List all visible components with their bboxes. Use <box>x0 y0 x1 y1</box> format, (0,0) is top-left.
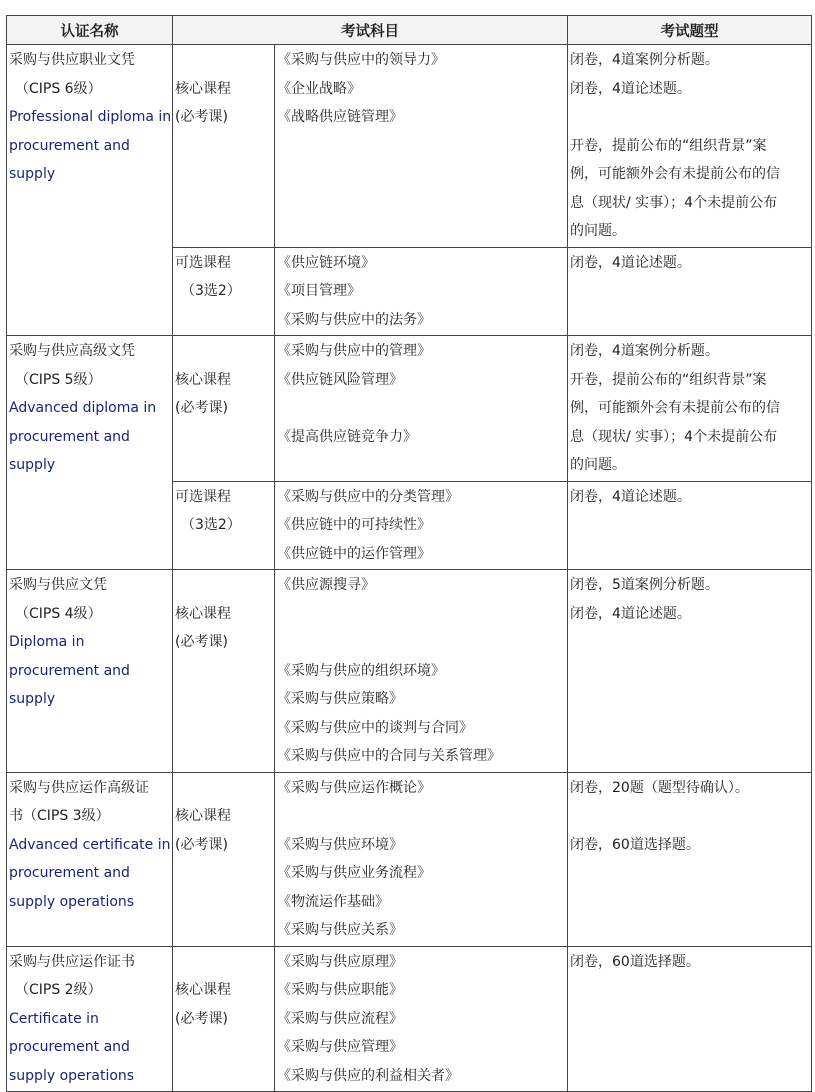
course-type-line: 可选课程 <box>175 254 231 271</box>
cert-name-line: （CIPS 4级） <box>15 605 102 622</box>
exam-subject-line: 《供应链环境》 <box>277 254 375 271</box>
exam-subject-line: 《采购与供应中的领导力》 <box>277 52 445 68</box>
exam-format-line: 闭卷，20题（题型待确认）。 <box>570 779 749 796</box>
cert-name-line: （CIPS 5级） <box>15 371 102 388</box>
spacer <box>175 46 273 75</box>
exam-subject-line <box>277 451 566 480</box>
exam-format-line <box>570 1062 810 1091</box>
exam-format-cell <box>568 946 812 1092</box>
exam-format-line <box>570 277 810 306</box>
exam-subject-line <box>277 189 566 218</box>
exam-subject-line: 《采购与供应中的分类管理》 <box>277 488 459 505</box>
cert-name-line: Professional diploma in <box>9 109 172 125</box>
cert-name-line: 书（CIPS 3级） <box>9 808 110 824</box>
exam-subject-line: 《采购与供应的组织环境》 <box>277 662 445 679</box>
exam-format-line: 息（现状/ 实事）；4个未提前公布 <box>570 428 778 445</box>
exam-format-line <box>570 802 810 831</box>
table-row <box>7 946 812 1092</box>
cert-name-line: 采购与供应高级文凭 <box>9 343 135 359</box>
exam-format-cell <box>568 570 812 773</box>
exam-format-line: 的问题。 <box>570 223 626 239</box>
exam-subjects-cell <box>275 247 568 336</box>
exam-format-line: 的问题。 <box>570 457 626 473</box>
exam-subjects-cell <box>275 570 568 773</box>
exam-subject-line: 《采购与供应关系》 <box>277 922 403 938</box>
exam-subject-line: 《供应链风险管理》 <box>277 371 403 388</box>
exam-subject-line <box>277 600 566 629</box>
spacer <box>175 948 273 977</box>
cert-name-cell <box>7 772 173 946</box>
exam-subject-line: 《采购与供应的利益相关者》 <box>277 1067 459 1084</box>
exam-subject-line: 《供应链中的运作管理》 <box>277 545 431 562</box>
exam-format-line: 开卷，提前公布的“组织背景”案 <box>570 137 767 154</box>
exam-subject-line: 《采购与供应环境》 <box>277 836 403 853</box>
course-type-line: 核心课程 <box>175 982 231 998</box>
exam-subject-line: 《供应源搜寻》 <box>277 577 375 593</box>
exam-subjects-cell <box>275 336 568 482</box>
course-type-cell <box>173 772 275 946</box>
exam-subject-line: 《供应链中的可持续性》 <box>277 517 431 533</box>
header-cert-name: 认证名称 <box>7 16 173 45</box>
exam-subjects-cell <box>275 481 568 570</box>
exam-subject-line: 《采购与供应策略》 <box>277 691 403 707</box>
exam-format-line: 闭卷，4道论述题。 <box>570 488 691 505</box>
exam-subject-line: 《采购与供应中的谈判与合同》 <box>277 719 473 736</box>
exam-subject-line: 《采购与供应职能》 <box>277 982 403 998</box>
exam-subject-line: 《采购与供应中的法务》 <box>277 311 431 328</box>
course-type-line: (必考课) <box>175 634 228 650</box>
cert-name-cell <box>7 946 173 1092</box>
course-type-line: (必考课) <box>175 836 228 853</box>
spacer <box>175 774 273 803</box>
exam-format-line <box>570 1033 810 1062</box>
course-type-line: 核心课程 <box>175 605 231 622</box>
exam-subject-line: 《提高供应链竞争力》 <box>277 428 417 445</box>
course-type-line: 可选课程 <box>175 488 231 505</box>
header-exam-format: 考试题型 <box>568 16 812 45</box>
spacer <box>175 571 273 600</box>
cert-name-line: supply <box>9 166 56 182</box>
course-type-line: (必考课) <box>175 400 228 416</box>
exam-format-cell <box>568 45 812 248</box>
exam-format-line <box>570 1005 810 1034</box>
exam-subject-line: 《物流运作基础》 <box>277 893 389 910</box>
cert-name-line: procurement and <box>9 662 130 679</box>
course-type-cell <box>173 481 275 570</box>
table-row <box>7 772 812 946</box>
cert-name-line: Advanced certificate in <box>9 836 171 853</box>
exam-format-line <box>570 859 810 888</box>
cert-name-line: 采购与供应运作证书 <box>9 953 135 970</box>
exam-format-line <box>570 657 810 686</box>
exam-subject-line <box>277 802 566 831</box>
exam-subject-line: 《采购与供应中的合同与关系管理》 <box>277 748 501 764</box>
cert-name-line: （CIPS 2级） <box>15 982 102 998</box>
exam-subject-line: 《战略供应链管理》 <box>277 109 403 125</box>
cert-name-line: 采购与供应职业文凭 <box>9 52 135 68</box>
course-type-cell <box>173 946 275 1092</box>
exam-format-line <box>570 306 810 335</box>
exam-format-line: 闭卷，60道选择题。 <box>570 953 700 970</box>
exam-format-line: 例，可能额外会有未提前公布的信 <box>570 166 780 182</box>
cert-name-line: Advanced diploma in <box>9 400 157 416</box>
exam-format-line: 闭卷，4道案例分析题。 <box>570 343 719 359</box>
exam-subject-line <box>277 132 566 161</box>
exam-subject-line <box>277 160 566 189</box>
exam-subjects-cell <box>275 946 568 1092</box>
exam-format-line <box>570 511 810 540</box>
exam-subjects-cell <box>275 772 568 946</box>
exam-subject-line: 《采购与供应流程》 <box>277 1010 403 1027</box>
cert-name-line: Diploma in <box>9 634 85 650</box>
cert-name-line: Certificate in <box>9 1010 99 1027</box>
table-row <box>7 336 812 482</box>
cert-name-cell <box>7 45 173 336</box>
exam-format-cell <box>568 336 812 482</box>
exam-format-line <box>570 916 810 945</box>
cert-name-cell <box>7 570 173 773</box>
exam-format-line <box>570 976 810 1005</box>
course-type-cell <box>173 336 275 482</box>
spacer <box>175 337 273 366</box>
exam-subject-line: 《采购与供应中的管理》 <box>277 343 431 359</box>
cert-name-line: supply <box>9 457 56 473</box>
exam-format-line: 闭卷，5道案例分析题。 <box>570 577 719 593</box>
exam-format-line <box>570 103 810 132</box>
exam-format-line: 闭卷，4道论述题。 <box>570 254 691 271</box>
exam-format-line: 闭卷，60道选择题。 <box>570 836 700 853</box>
header-exam-subjects: 考试科目 <box>173 16 568 45</box>
header-row <box>7 16 812 45</box>
exam-subject-line: 《采购与供应业务流程》 <box>277 865 431 881</box>
cert-name-line: procurement and <box>9 1039 130 1055</box>
exam-subject-line: 《采购与供应管理》 <box>277 1039 403 1055</box>
exam-format-line <box>570 742 810 771</box>
cert-name-line: 采购与供应文凭 <box>9 577 107 593</box>
course-type-line: （3选2） <box>181 283 241 299</box>
cert-name-line: procurement and <box>9 428 130 445</box>
cert-name-line: supply operations <box>9 893 135 910</box>
exam-format-line <box>570 888 810 917</box>
exam-format-line <box>570 628 810 657</box>
table-row <box>7 45 812 248</box>
exam-subjects-cell <box>275 45 568 248</box>
exam-format-line <box>570 685 810 714</box>
exam-format-line: 息（现状/ 实事）；4个未提前公布 <box>570 194 778 211</box>
exam-format-cell <box>568 481 812 570</box>
exam-subject-line: 《项目管理》 <box>277 283 361 299</box>
exam-format-line: 闭卷，4道论述题。 <box>570 605 691 622</box>
exam-format-line: 闭卷，4道论述题。 <box>570 80 691 97</box>
certification-table <box>6 15 812 1092</box>
course-type-line: 核心课程 <box>175 808 231 824</box>
course-type-line: 核心课程 <box>175 80 231 97</box>
course-type-cell <box>173 45 275 248</box>
cert-name-line: procurement and <box>9 865 130 881</box>
exam-format-line: 闭卷，4道案例分析题。 <box>570 52 719 68</box>
exam-format-cell <box>568 247 812 336</box>
exam-format-line: 开卷，提前公布的“组织背景”案 <box>570 371 767 388</box>
exam-subject-line <box>277 628 566 657</box>
course-type-cell <box>173 247 275 336</box>
exam-subject-line: 《企业战略》 <box>277 80 361 97</box>
cert-name-cell <box>7 336 173 570</box>
cert-name-line: （CIPS 6级） <box>15 80 102 97</box>
cert-name-line: procurement and <box>9 137 130 154</box>
cert-name-line: supply <box>9 691 56 707</box>
cert-name-line: supply operations <box>9 1067 135 1084</box>
table-row <box>7 570 812 773</box>
course-type-line: 核心课程 <box>175 371 231 388</box>
cert-name-line: 采购与供应运作高级证 <box>9 779 149 796</box>
exam-format-line <box>570 540 810 569</box>
course-type-line: (必考课) <box>175 109 228 125</box>
exam-subject-line <box>277 394 566 423</box>
exam-subject-line: 《采购与供应原理》 <box>277 953 403 970</box>
course-type-line: （3选2） <box>181 517 241 533</box>
exam-subject-line: 《采购与供应运作概论》 <box>277 779 431 796</box>
course-type-cell <box>173 570 275 773</box>
exam-subject-line <box>277 217 566 246</box>
exam-format-cell <box>568 772 812 946</box>
exam-format-line: 例，可能额外会有未提前公布的信 <box>570 400 780 416</box>
course-type-line: (必考课) <box>175 1010 228 1027</box>
exam-format-line <box>570 714 810 743</box>
